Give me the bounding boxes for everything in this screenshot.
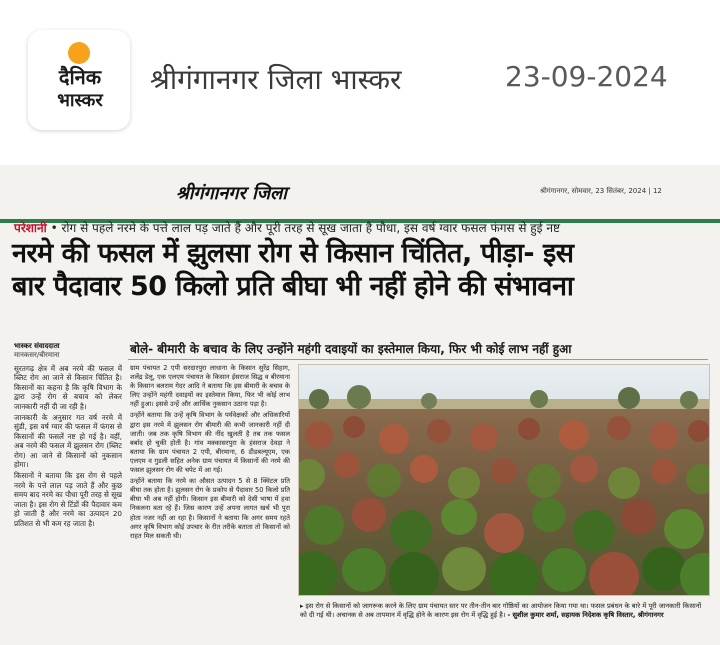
col1-paragraph: सूरतगढ़ क्षेत्र में अब नरमे की फसल में ब्लिट रोग आ जाने से किसान चिंतित है। किसानों का कहना है कि कृषि विभाग के द्वारा उन्हें रोग से बचाव को लेकर जानकारी नहीं दी जा रही है। [14, 364, 122, 411]
article-subhead: बोले- बीमारी के बचाव के लिए उन्होंने महंगी दवाइयों का इस्तेमाल किया, फिर भी कोई लाभ नहीं हुआ [130, 342, 572, 356]
byline-place: मानकसर/बीरमाना [14, 351, 60, 359]
col2-paragraph: उन्होंने बताया कि उन्हें कृषि विभाग के पर्यवेक्षकों और अधिकारियों द्वारा इस नरमे में झुलसन रोग बीमारी की कभी जानकारी नहीं दी जाती। जब तक कृषि विभाग की नींद खुलती है तब तक फसल बर्बाद हो चुकी होती है। गांव मक्कासरपुरा के हंसराज देवड़ा ने बताया कि ग्राम पंचायत 2 एपी, बीरमाना, 6 डीडबल्यूएम, एक एलएम व गुडली सहित अनेक ग्राम पंचायत में किसानों की नरमे की फसल झुलसन रोग की चपेट में आ गई। [130, 411, 290, 475]
newspaper-clipping [0, 165, 720, 645]
col2-paragraph: उन्होंने बताया कि नरमे का औसत उत्पादन 5 से 8 क्विंटल प्रति बीघा तक होता है। झुलसन रोग के प्रकोप से पैदावार 50 किलो प्रति बीघा भी अब नहीं होगी। किसान इस बीमारी को देसी भाषा में हवा निकलना बता रहे हैं। जिस कारण उन्हें अपना लागत खर्च भी पूरा होता नजर नहीं आ रहा है। किसानों ने बताया कि अगर समय रहते अगर कृषि विभाग कोई उपचार के रीत तरीके बताता तो किसानों को राहत मिल सकती थी। [130, 477, 290, 540]
article-column-2 [130, 364, 290, 639]
dainik-bhaskar-logo[interactable] [28, 30, 130, 130]
logo-line1: दैनिक [58, 65, 102, 89]
col2-paragraph: ग्राम पंचायत 2 एपी सरदारपुरा लाधाना के किसान सुरेंद्र सिहाग, शलेंद्र डेलू, एक एलएम पंचायत के किसान ईसराज सिद्ध व बीरमाना के किसान बलराम गेदर आदि ने बताया कि इस बीमारी के बचाव के लिए उन्होंने महंगी दवाइयों का इस्तेमाल किया, फिर भी कोई लाभ नहीं हुआ। इससे उन्हें और आर्थिक नुकसान उठाना पड़ा है। [130, 364, 290, 409]
page-masthead [0, 177, 720, 211]
edition-title: श्रीगंगानगर जिला भास्कर [150, 63, 402, 96]
logo-line2: भास्कर [57, 90, 103, 111]
caption-bullet: ▸ [300, 602, 306, 610]
byline [14, 342, 124, 360]
sun-icon [68, 42, 90, 64]
masthead-name: श्रीगंगानगर जिला [176, 183, 287, 204]
cotton-field-photo [298, 364, 710, 596]
headline-line2: बार पैदावार 50 किलो प्रति बीघा भी नहीं होने की संभावना [12, 271, 574, 302]
article-column-1 [14, 364, 122, 634]
col1-paragraph: जानकारी के अनुसार गत वर्ष नरमे में सुंडी, इस वर्ष ग्वार की फसल में फंगस से किसानों की फसलें नष्ट हो गई है। वहीं, अब नरमे की फसल में झुलसन रोग (ब्लिट रोग) आ जाने से किसानों को नुकसान होगा। [14, 413, 122, 470]
headline-line1: नरमे की फसल में झुलसा रोग से किसान चिंतित, पीड़ा- इस [12, 238, 574, 269]
col1-paragraph: किसानों ने बताया कि इस रोग से पहले नरमे के पत्ते लाल पड़ जाते हैं और कुछ समय बाद नरमे का पौधा पूरी तरह से सूख जाता है। इस रोग से टिंडों की पैदावार कम हो जाती है और नरमे का उत्पादन 20 प्रतिशत से भी कम रह जाता है। [14, 471, 122, 528]
byline-org: भास्कर संवाददाता [14, 342, 60, 350]
subhead-rule [128, 359, 708, 360]
kicker-tag: परेशानी [14, 221, 47, 235]
edition-date: 23-09-2024 [505, 60, 668, 93]
caption-text: इस रोग से किसानों को जागरूक करने के लिए ग्राम पंचायत स्तर पर तीन-तीन बार गोष्ठियों का आयोजन किया गया था। फसल प्रबंधन के बारे में पूरी जानकारी किसानों को दी गई थी। अचानक से अब तापमान में वृद्धि होने के कारण इस रोग में वृद्धि हुई है। [300, 602, 702, 619]
kicker-bullet: • [50, 221, 62, 235]
kicker-text: रोग से पहले नरमे के पत्ते लाल पड़ जाते हैं और पूरी तरह से सूख जाता है पौधा, इस वर्ष ग्वार फसल फंगस से हुई नष्ट [61, 221, 561, 235]
caption-credit: - सुशील कुमार शर्मा, सहायक निदेशक कृषि विस्तार, श्रीगंगानगर [507, 611, 664, 619]
photo-caption [300, 602, 710, 620]
masthead-dateline: श्रीगंगानगर, सोमवार, 23 सितंबर, 2024 | 12 [540, 187, 662, 195]
app-header [0, 0, 720, 165]
